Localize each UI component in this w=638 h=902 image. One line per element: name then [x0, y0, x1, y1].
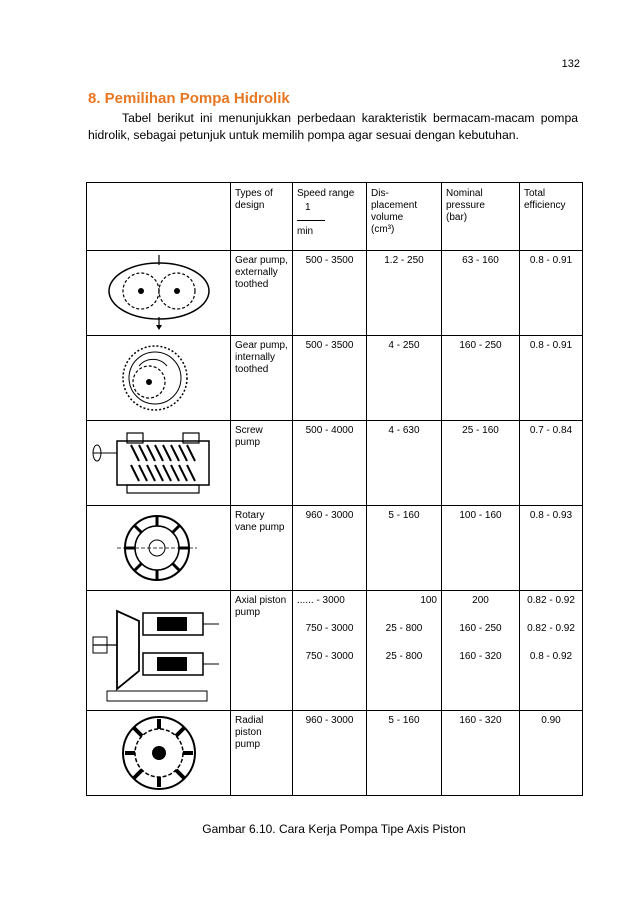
displacement-value: 25 - 800: [385, 651, 423, 662]
screw-pump-drawing: [87, 421, 231, 506]
radial-piston-pump-icon: [87, 711, 231, 796]
table-row: [87, 336, 583, 421]
pressure-cell: 25 - 160: [442, 421, 520, 506]
fraction-bar: [297, 220, 325, 221]
pump-comparison-table: [86, 182, 583, 796]
axial-piston-pump-icon: [87, 591, 231, 711]
header-displacement-label: Dis- placement volume: [371, 188, 418, 223]
axial-piston-pump-drawing: [87, 591, 231, 711]
speed-cell: 960 - 3000: [293, 506, 367, 591]
table-row: [87, 711, 583, 796]
design-cell: Gear pump, externally toothed: [231, 251, 293, 336]
screw-pump-icon: [87, 421, 231, 506]
pressure-value: 160 - 320: [459, 651, 502, 662]
table-row: [87, 421, 583, 506]
displacement-cell: 4 - 630: [367, 421, 442, 506]
intro-paragraph: Tabel berikut ini menunjukkan perbedaan karakteristik bermacam-macam pompa hidrolik, sebagai petunjuk untuk memilih pompa agar sesuai dengan kebutuhan.: [88, 111, 578, 142]
figure-caption-text: Gambar 6.10. Cara Kerja Pompa Tipe Axis Piston: [202, 822, 466, 836]
displacement-cell: 5 - 160: [367, 506, 442, 591]
page-number: 132: [561, 58, 580, 70]
header-displacement-unit: (cm³): [371, 224, 395, 235]
header-speed-label: Speed range: [297, 188, 355, 199]
pressure-value: 200: [472, 595, 489, 606]
section-heading: 8. Pemilihan Pompa Hidrolik: [88, 90, 290, 107]
header-efficiency: Total efficiency: [520, 183, 583, 251]
speed-value: 750 - 3000: [305, 651, 354, 662]
pressure-cell: 160 - 320: [442, 711, 520, 796]
pressure-cell: 160 - 250: [442, 336, 520, 421]
internal-gear-pump-icon: [87, 336, 231, 421]
speed-unit-numerator: 1: [305, 202, 311, 213]
speed-unit: [297, 202, 362, 238]
efficiency-cell: 0.8 - 0.91: [520, 251, 583, 336]
design-cell: Axial piston pump: [231, 591, 293, 711]
displacement-cell: 4 - 250: [367, 336, 442, 421]
pressure-cell: [442, 591, 520, 711]
rotary-vane-pump-drawing: [87, 506, 231, 591]
pressure-cell: 100 - 160: [442, 506, 520, 591]
external-gear-pump-drawing: [87, 251, 231, 336]
speed-cell: 500 - 3500: [293, 251, 367, 336]
efficiency-cell: 0.90: [520, 711, 583, 796]
header-speed: [293, 183, 367, 251]
table-header-row: [87, 183, 583, 251]
speed-cell: [293, 591, 367, 711]
pressure-value: 160 - 250: [459, 623, 502, 634]
displacement-cell: 1.2 - 250: [367, 251, 442, 336]
table-row: [87, 591, 583, 711]
design-cell: Rotary vane pump: [231, 506, 293, 591]
rotary-vane-pump-icon: [87, 506, 231, 591]
efficiency-value: 0.82 - 0.92: [527, 595, 575, 606]
efficiency-cell: [520, 591, 583, 711]
speed-cell: 500 - 4000: [293, 421, 367, 506]
figure-caption: [0, 822, 638, 836]
header-pressure: [442, 183, 520, 251]
speed-unit-denominator: min: [297, 226, 314, 237]
displacement-cell: [367, 591, 442, 711]
table-row: [87, 251, 583, 336]
efficiency-cell: 0.7 - 0.84: [520, 421, 583, 506]
efficiency-value: 0.82 - 0.92: [527, 623, 575, 634]
radial-piston-pump-drawing: [87, 711, 231, 796]
table-row: [87, 506, 583, 591]
internal-gear-pump-drawing: [87, 336, 231, 421]
speed-value: ...... - 3000: [297, 595, 345, 606]
efficiency-value: 0.8 - 0.92: [529, 651, 573, 662]
speed-cell: 500 - 3500: [293, 336, 367, 421]
header-image-cell: [87, 183, 231, 251]
speed-cell: 960 - 3000: [293, 711, 367, 796]
speed-value: 750 - 3000: [305, 623, 354, 634]
pressure-cell: 63 - 160: [442, 251, 520, 336]
header-design: Types of design: [231, 183, 293, 251]
header-pressure-label: Nominal pressure: [446, 188, 485, 211]
displacement-value: 100: [420, 595, 437, 606]
header-displacement: [367, 183, 442, 251]
displacement-value: 25 - 800: [385, 623, 423, 634]
design-cell: Gear pump, internally toothed: [231, 336, 293, 421]
efficiency-cell: 0.8 - 0.91: [520, 336, 583, 421]
design-cell: Screw pump: [231, 421, 293, 506]
design-cell: Radial piston pump: [231, 711, 293, 796]
header-pressure-unit: (bar): [446, 212, 468, 223]
displacement-cell: 5 - 160: [367, 711, 442, 796]
efficiency-cell: 0.8 - 0.93: [520, 506, 583, 591]
external-gear-pump-icon: [87, 251, 231, 336]
